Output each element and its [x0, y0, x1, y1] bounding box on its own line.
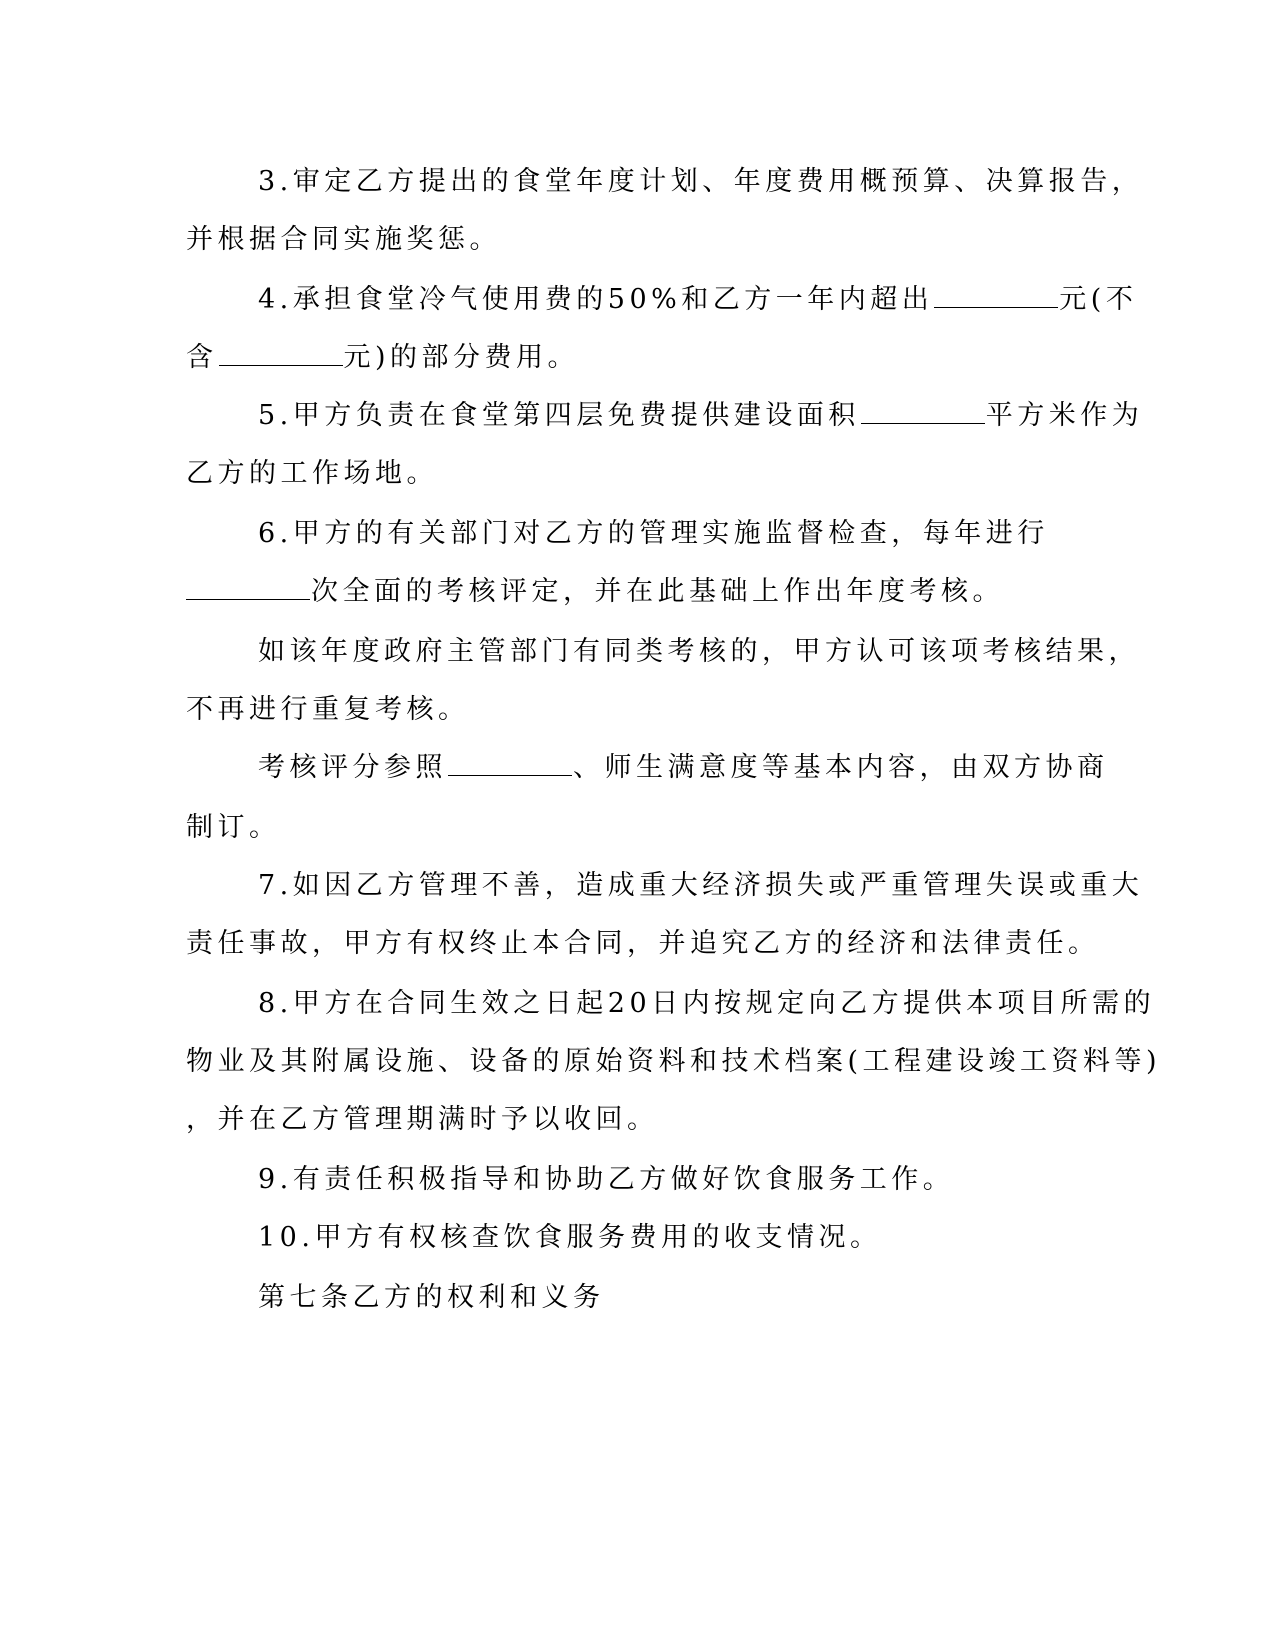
fill-in-blank: [186, 577, 310, 600]
clause-8-line-2: 物业及其附属设施、设备的原始资料和技术档案(工程建设竣工资料等): [186, 1046, 1162, 1077]
clause-8-line-1: 8.甲方在合同生效之日起20日内按规定向乙方提供本项目所需的: [258, 988, 1156, 1019]
clause-3-line-2: 并根据合同实施奖惩。: [186, 224, 501, 255]
clause-4-text-c: 含: [186, 342, 218, 373]
clause-6-para-3-line-2: 制订。: [186, 812, 281, 843]
clause-7-line-1: 7.如因乙方管理不善，造成重大经济损失或严重管理失误或重大: [258, 870, 1144, 901]
clause-6-para-3-line-1: [258, 752, 1109, 784]
clause-5-line-2: 乙方的工作场地。: [186, 458, 438, 489]
clause-7-line-2: 责任事故，甲方有权终止本合同，并追究乙方的经济和法律责任。: [186, 928, 1100, 959]
clause-4-text-a: 4.承担食堂冷气使用费的50%和乙方一年内超出: [258, 284, 934, 315]
clause-6-para-2-line-1: 如该年度政府主管部门有同类考核的，甲方认可该项考核结果，: [258, 636, 1140, 667]
clause-6-text-b: 次全面的考核评定，并在此基础上作出年度考核。: [311, 576, 1004, 607]
clause-10: 10.甲方有权核查饮食服务费用的收支情况。: [258, 1222, 882, 1253]
clause-8-line-3: ，并在乙方管理期满时予以收回。: [186, 1104, 659, 1135]
fill-in-blank: [861, 401, 985, 424]
clause-4-text-d: 元)的部分费用。: [343, 342, 580, 373]
clause-6-line-2: [186, 576, 1004, 608]
clause-5-text-a: 5.甲方负责在食堂第四层免费提供建设面积: [258, 400, 860, 431]
clause-6-para-3-text-b: 、师生满意度等基本内容，由双方协商: [573, 752, 1109, 783]
clause-5-text-b: 平方米作为: [985, 400, 1144, 431]
clause-3-line-1: 3.审定乙方提出的食堂年度计划、年度费用概预算、决算报告，: [258, 166, 1144, 197]
clause-4-text-b: 元(不: [1059, 284, 1138, 315]
article-7-heading: 第七条乙方的权利和义务: [258, 1282, 605, 1313]
clause-6-line-1: 6.甲方的有关部门对乙方的管理实施监督检查，每年进行: [258, 518, 1049, 549]
fill-in-blank: [934, 285, 1058, 308]
clause-4-line-2: [186, 342, 579, 374]
fill-in-blank: [219, 343, 343, 366]
clause-6-para-2-line-2: 不再进行重复考核。: [186, 694, 470, 725]
clause-5-line-1: [258, 400, 1143, 432]
fill-in-blank: [448, 753, 572, 776]
clause-6-para-3-text-a: 考核评分参照: [258, 752, 447, 783]
clause-9: 9.有责任积极指导和协助乙方做好饮食服务工作。: [258, 1164, 955, 1195]
clause-4-line-1: [258, 284, 1137, 316]
